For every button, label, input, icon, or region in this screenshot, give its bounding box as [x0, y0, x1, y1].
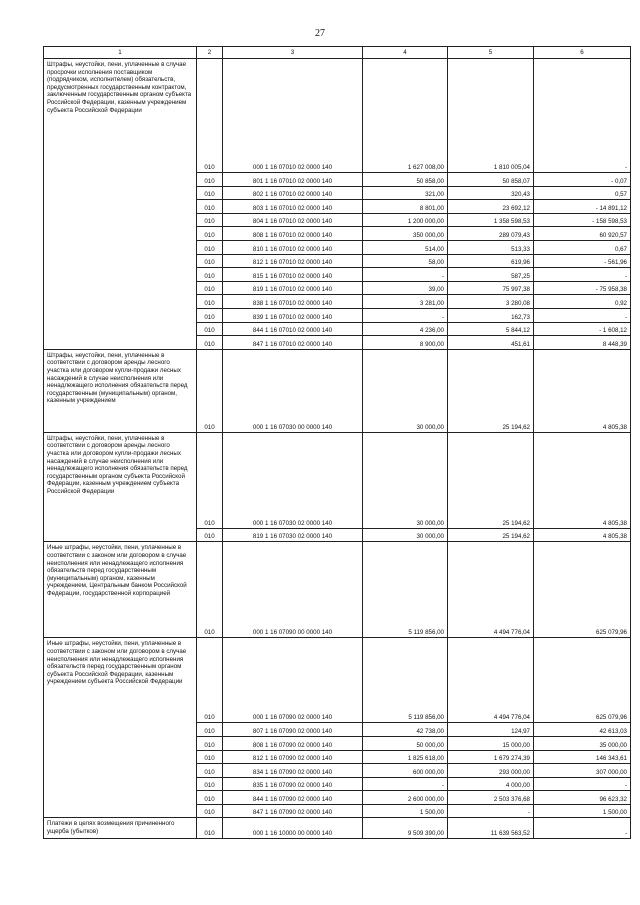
row-approved-amount: 5 119 856,00 — [363, 542, 448, 638]
row-unexecuted-amount: 625 079,96 — [534, 638, 631, 723]
header-col-1: 1 — [44, 47, 197, 59]
row-approved-amount: 5 119 856,00 — [363, 638, 448, 723]
table-row — [44, 638, 631, 723]
row-approved-amount: 2 600 000,00 — [363, 791, 448, 805]
row-unexecuted-amount: 4 805,38 — [534, 528, 631, 542]
row-approved-amount: 8 801,00 — [363, 200, 448, 214]
row-executed-amount: 1 358 598,53 — [448, 213, 534, 227]
row-approved-amount: 50 858,00 — [363, 173, 448, 187]
row-executed-amount: 619,96 — [448, 254, 534, 268]
header-col-4: 4 — [363, 47, 448, 59]
row-executed-amount: 293 000,00 — [448, 764, 534, 778]
row-unexecuted-amount: 1 500,00 — [534, 804, 631, 818]
header-col-6: 6 — [534, 47, 631, 59]
row-unexecuted-amount: 60 920,57 — [534, 227, 631, 241]
row-budget-code: 847 1 16 07010 02 0000 140 — [223, 336, 363, 350]
row-line-code: 010 — [197, 818, 223, 839]
row-budget-code: 844 1 16 07010 02 0000 140 — [223, 322, 363, 336]
row-budget-code: 835 1 16 07090 02 0000 140 — [223, 777, 363, 791]
table-row — [44, 59, 631, 173]
row-executed-amount: - — [448, 804, 534, 818]
row-executed-amount: 289 079,43 — [448, 227, 534, 241]
row-budget-code: 819 1 16 07010 02 0000 140 — [223, 281, 363, 295]
row-executed-amount: 1 810 005,04 — [448, 59, 534, 173]
row-unexecuted-amount: - — [534, 59, 631, 173]
row-budget-code: 812 1 16 07090 02 0000 140 — [223, 750, 363, 764]
row-budget-code: 839 1 16 07010 02 0000 140 — [223, 308, 363, 322]
row-unexecuted-amount: - 0,07 — [534, 173, 631, 187]
row-line-code: 010 — [197, 736, 223, 750]
row-approved-amount: - — [363, 777, 448, 791]
row-description: Штрафы, неустойки, пени, уплаченные в соответствии с договором аренды лесного участка или договором купли-продажи лесных насаждений в случае неисполнения или ненадлежащего исполнения обязательств перед государственным (муниципальным) органом, казенным учреждением — [44, 349, 197, 432]
row-executed-amount: 3 280,08 — [448, 295, 534, 309]
row-budget-code: 000 1 16 07090 00 0000 140 — [223, 542, 363, 638]
table-row — [44, 432, 631, 528]
row-executed-amount: 2 503 376,68 — [448, 791, 534, 805]
row-unexecuted-amount: 42 613,03 — [534, 723, 631, 737]
row-line-code: 010 — [197, 791, 223, 805]
row-executed-amount: 25 194,62 — [448, 349, 534, 432]
row-approved-amount: 30 000,00 — [363, 528, 448, 542]
page-number: 27 — [315, 28, 325, 39]
row-budget-code: 834 1 16 07090 02 0000 140 — [223, 764, 363, 778]
row-approved-amount: 350 000,00 — [363, 227, 448, 241]
row-executed-amount: 451,61 — [448, 336, 534, 350]
row-approved-amount: 514,00 — [363, 240, 448, 254]
row-line-code: 010 — [197, 349, 223, 432]
row-line-code: 010 — [197, 750, 223, 764]
row-budget-code: 802 1 16 07010 02 0000 140 — [223, 186, 363, 200]
row-executed-amount: 1 679 274,39 — [448, 750, 534, 764]
row-unexecuted-amount: 4 805,38 — [534, 349, 631, 432]
row-executed-amount: 587,25 — [448, 268, 534, 282]
row-budget-code: 000 1 16 07090 02 0000 140 — [223, 638, 363, 723]
row-approved-amount: 9 509 390,00 — [363, 818, 448, 839]
row-executed-amount: 25 194,62 — [448, 528, 534, 542]
row-budget-code: 000 1 16 10000 00 0000 140 — [223, 818, 363, 839]
row-line-code: 010 — [197, 638, 223, 723]
row-executed-amount: 75 997,38 — [448, 281, 534, 295]
row-executed-amount: 4 000,00 — [448, 777, 534, 791]
row-line-code: 010 — [197, 764, 223, 778]
row-line-code: 010 — [197, 322, 223, 336]
row-unexecuted-amount: 146 343,61 — [534, 750, 631, 764]
table-row — [44, 542, 631, 638]
row-unexecuted-amount: - — [534, 818, 631, 839]
row-budget-code: 807 1 16 07090 02 0000 140 — [223, 723, 363, 737]
row-approved-amount: 50 000,00 — [363, 736, 448, 750]
header-row — [44, 47, 631, 59]
row-line-code: 010 — [197, 227, 223, 241]
row-executed-amount: 124,97 — [448, 723, 534, 737]
row-executed-amount: 11 639 563,52 — [448, 818, 534, 839]
row-approved-amount: 321,00 — [363, 186, 448, 200]
row-budget-code: 000 1 16 07030 00 0000 140 — [223, 349, 363, 432]
row-budget-code: 000 1 16 07030 02 0000 140 — [223, 432, 363, 528]
row-approved-amount: 600 000,00 — [363, 764, 448, 778]
row-approved-amount: 8 900,00 — [363, 336, 448, 350]
row-unexecuted-amount: 0,57 — [534, 186, 631, 200]
row-unexecuted-amount: - 1 608,12 — [534, 322, 631, 336]
row-budget-code: 838 1 16 07010 02 0000 140 — [223, 295, 363, 309]
row-budget-code: 812 1 16 07010 02 0000 140 — [223, 254, 363, 268]
row-approved-amount: 42 738,00 — [363, 723, 448, 737]
row-budget-code: 810 1 16 07010 02 0000 140 — [223, 240, 363, 254]
row-line-code: 010 — [197, 295, 223, 309]
row-line-code: 010 — [197, 804, 223, 818]
row-unexecuted-amount: 0,92 — [534, 295, 631, 309]
row-unexecuted-amount: - — [534, 268, 631, 282]
row-budget-code: 808 1 16 07010 02 0000 140 — [223, 227, 363, 241]
row-approved-amount: 58,00 — [363, 254, 448, 268]
row-budget-code: 804 1 16 07010 02 0000 140 — [223, 213, 363, 227]
row-unexecuted-amount: - — [534, 308, 631, 322]
row-executed-amount: 320,43 — [448, 186, 534, 200]
row-line-code: 010 — [197, 432, 223, 528]
row-executed-amount: 4 494 776,04 — [448, 542, 534, 638]
row-budget-code: 801 1 16 07010 02 0000 140 — [223, 173, 363, 187]
row-unexecuted-amount: 96 623,32 — [534, 791, 631, 805]
row-executed-amount: 5 844,12 — [448, 322, 534, 336]
row-line-code: 010 — [197, 213, 223, 227]
header-col-2: 2 — [197, 47, 223, 59]
row-approved-amount: 1 500,00 — [363, 804, 448, 818]
row-executed-amount: 15 000,00 — [448, 736, 534, 750]
row-budget-code: 808 1 16 07090 02 0000 140 — [223, 736, 363, 750]
row-approved-amount: 4 236,00 — [363, 322, 448, 336]
header-col-3: 3 — [223, 47, 363, 59]
row-line-code: 010 — [197, 281, 223, 295]
row-description: Иные штрафы, неустойки, пени, уплаченные в соответствии с законом или договором в случае неисполнения или ненадлежащего исполнения обязательств перед государственным органом субъекта Российской Федерации, казенным учреждением субъекта Российской Федерации — [44, 638, 197, 818]
row-approved-amount: 1 627 008,00 — [363, 59, 448, 173]
row-executed-amount: 25 194,62 — [448, 432, 534, 528]
row-line-code: 010 — [197, 240, 223, 254]
row-approved-amount: - — [363, 268, 448, 282]
row-line-code: 010 — [197, 268, 223, 282]
row-description: Платежи в целях возмещения причиненного ущерба (убытков) — [44, 818, 197, 839]
row-approved-amount: 3 281,00 — [363, 295, 448, 309]
budget-report-table — [43, 46, 631, 839]
row-line-code: 010 — [197, 777, 223, 791]
row-line-code: 010 — [197, 308, 223, 322]
row-unexecuted-amount: 4 805,38 — [534, 432, 631, 528]
row-budget-code: 844 1 16 07090 02 0000 140 — [223, 791, 363, 805]
row-line-code: 010 — [197, 254, 223, 268]
row-executed-amount: 23 692,12 — [448, 200, 534, 214]
row-description: Штрафы, неустойки, пени, уплаченные в случае просрочки исполнения поставщиком (подрядчиком, исполнителем) обязательств, предусмотренных государственным контрактом, заключенным государственным органом субъекта Российской Федерации, казенным учреждением субъекта Российской Федерации — [44, 59, 197, 350]
row-budget-code: 847 1 16 07090 02 0000 140 — [223, 804, 363, 818]
row-budget-code: 819 1 16 07030 02 0000 140 — [223, 528, 363, 542]
table-row — [44, 818, 631, 839]
row-budget-code: 803 1 16 07010 02 0000 140 — [223, 200, 363, 214]
header-col-5: 5 — [448, 47, 534, 59]
row-unexecuted-amount: - 561,96 — [534, 254, 631, 268]
row-description: Иные штрафы, неустойки, пени, уплаченные в соответствии с законом или договором в случае неисполнения или ненадлежащего исполнения обязательств перед государственным (муниципальным) органом, казенным учреждением, Центральным банком Российской Федерации, государственной корпорацией — [44, 542, 197, 638]
row-unexecuted-amount: - 75 958,38 — [534, 281, 631, 295]
row-executed-amount: 162,73 — [448, 308, 534, 322]
table-row — [44, 349, 631, 432]
row-unexecuted-amount: 307 000,00 — [534, 764, 631, 778]
row-line-code: 010 — [197, 723, 223, 737]
row-budget-code: 815 1 16 07010 02 0000 140 — [223, 268, 363, 282]
row-unexecuted-amount: 0,67 — [534, 240, 631, 254]
row-line-code: 010 — [197, 200, 223, 214]
row-approved-amount: 1 200 000,00 — [363, 213, 448, 227]
row-approved-amount: - — [363, 308, 448, 322]
row-line-code: 010 — [197, 528, 223, 542]
row-line-code: 010 — [197, 336, 223, 350]
row-executed-amount: 50 858,07 — [448, 173, 534, 187]
row-unexecuted-amount: - 14 891,12 — [534, 200, 631, 214]
row-unexecuted-amount: 35 000,00 — [534, 736, 631, 750]
row-executed-amount: 4 494 776,04 — [448, 638, 534, 723]
row-approved-amount: 30 000,00 — [363, 432, 448, 528]
row-unexecuted-amount: - — [534, 777, 631, 791]
row-executed-amount: 513,33 — [448, 240, 534, 254]
row-line-code: 010 — [197, 173, 223, 187]
row-description: Штрафы, неустойки, пени, уплаченные в соответствии с договором аренды лесного участка или договором купли-продажи лесных насаждений в случае неисполнения или ненадлежащего исполнения обязательств перед государственным органом субъекта Российской Федерации, казенным учреждением субъекта Российской Федерации — [44, 432, 197, 542]
row-approved-amount: 39,00 — [363, 281, 448, 295]
row-line-code: 010 — [197, 542, 223, 638]
row-budget-code: 000 1 16 07010 02 0000 140 — [223, 59, 363, 173]
row-unexecuted-amount: 625 079,96 — [534, 542, 631, 638]
row-unexecuted-amount: 8 448,39 — [534, 336, 631, 350]
row-line-code: 010 — [197, 59, 223, 173]
row-approved-amount: 1 825 618,00 — [363, 750, 448, 764]
row-unexecuted-amount: - 158 598,53 — [534, 213, 631, 227]
row-line-code: 010 — [197, 186, 223, 200]
row-approved-amount: 30 000,00 — [363, 349, 448, 432]
